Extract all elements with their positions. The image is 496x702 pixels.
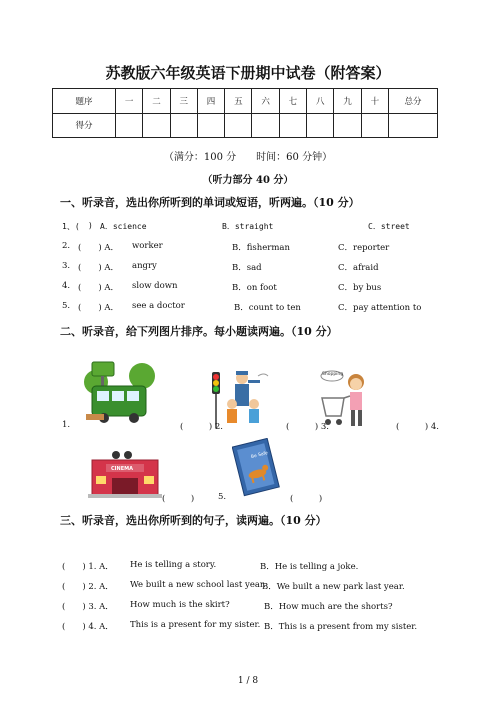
- score-header-cell: 一: [116, 89, 143, 114]
- cinema-picture: [88, 450, 162, 498]
- score-header-cell: 四: [197, 89, 224, 114]
- score-row-label: 得分: [53, 113, 116, 138]
- section3-heading: 三、听录音，选出你所听到的句子，读两遍。（10 分）: [60, 514, 327, 527]
- cinema-sign: CINEMA: [111, 466, 133, 472]
- score-cell[interactable]: [361, 113, 388, 138]
- score-header-cell: 八: [307, 89, 334, 114]
- page-number: 1 / 8: [237, 676, 259, 686]
- score-table-score-row: [53, 113, 438, 138]
- section2-heading: 二、听录音，给下列图片排序。每小题读两遍。（10 分）: [60, 325, 338, 338]
- question-number: 1、(: [62, 222, 80, 231]
- question-row: [62, 301, 462, 313]
- picture-label[interactable]: ( ) 4.: [396, 422, 439, 432]
- answer-paren[interactable]: ( ) 1. A．: [62, 562, 114, 572]
- listening-part-label: （听力部分 40 分）: [202, 175, 294, 186]
- question-row: [62, 221, 462, 233]
- poster-text: Be Safe: [250, 450, 269, 461]
- score-cell[interactable]: [307, 113, 334, 138]
- option-c: C．afraid: [338, 263, 379, 273]
- sentence-row: [62, 560, 462, 572]
- picture-label: 5.: [218, 492, 227, 502]
- sentence-option-a: How much is the skirt?: [130, 600, 230, 610]
- option-a: worker: [132, 241, 163, 251]
- sentence-option-a: We built a new school last year.: [130, 580, 266, 590]
- score-table: [52, 88, 438, 138]
- option-c: C．reporter: [338, 243, 390, 253]
- answer-paren[interactable]: ( ) A．: [78, 303, 119, 313]
- sentence-option-b: B．He is telling a joke.: [260, 562, 359, 572]
- option-a: A．science: [100, 222, 147, 231]
- option-a: see a doctor: [132, 301, 185, 311]
- answer-paren[interactable]: ( ) 2. A．: [62, 582, 114, 592]
- exam-title: 苏教版六年级英语下册期中试卷（附答案）: [105, 64, 391, 82]
- question-number: 2.: [62, 241, 71, 251]
- dog-poster-picture: [232, 438, 280, 498]
- option-c: C．street: [368, 222, 410, 231]
- option-a: slow down: [132, 281, 178, 291]
- score-header-cell: 九: [334, 89, 361, 114]
- score-header-cell: 五: [225, 89, 252, 114]
- sentence-option-a: He is telling a story.: [130, 560, 217, 570]
- sentence-option-b: B．This is a present from my sister.: [264, 622, 418, 632]
- answer-paren[interactable]: ( ) A．: [78, 283, 119, 293]
- score-cell[interactable]: [143, 113, 170, 138]
- option-b: B．on foot: [232, 283, 277, 293]
- picture-label[interactable]: ( ) 3.: [286, 422, 329, 432]
- option-b: B．straight: [222, 222, 274, 231]
- answer-paren[interactable]: ( ) A．: [78, 263, 119, 273]
- score-table-header-row: [53, 89, 438, 114]
- score-cell[interactable]: [389, 113, 438, 138]
- question-row: [62, 261, 462, 273]
- answer-paren[interactable]: ): [88, 221, 93, 230]
- bus-sign: BUS: [94, 356, 108, 363]
- sentence-option-b: B．We built a new park last year.: [262, 582, 405, 592]
- answer-paren[interactable]: ( ) A．: [78, 243, 119, 253]
- answer-paren[interactable]: ( ) 3. A．: [62, 602, 114, 612]
- score-header-cell: 题序: [53, 89, 116, 114]
- sentence-row: [62, 600, 462, 612]
- picture-label[interactable]: ( ) 2.: [180, 422, 223, 432]
- sentence-row: [62, 580, 462, 592]
- exam-info: （满分：100 分 时间：60 分钟）: [163, 152, 333, 163]
- answer-paren[interactable]: ( ) 4. A．: [62, 622, 114, 632]
- score-header-cell: 三: [170, 89, 197, 114]
- score-header-cell: 十: [361, 89, 388, 114]
- score-cell[interactable]: [225, 113, 252, 138]
- question-number: 3.: [62, 261, 71, 271]
- score-header-cell: 七: [279, 89, 306, 114]
- score-cell[interactable]: [116, 113, 143, 138]
- score-header-cell: 二: [143, 89, 170, 114]
- question-number: 5.: [62, 301, 71, 311]
- score-header-cell: 总分: [389, 89, 438, 114]
- score-cell[interactable]: [279, 113, 306, 138]
- shopping-bubble-text: Shopping: [322, 372, 344, 377]
- question-number: 4.: [62, 281, 71, 291]
- section1-heading: 一、听录音，选出你所听到的单词或短语，听两遍。（10 分）: [60, 196, 360, 209]
- score-cell[interactable]: [170, 113, 197, 138]
- score-cell[interactable]: [252, 113, 279, 138]
- option-c: C．pay attention to: [338, 303, 422, 313]
- option-b: B．sad: [232, 263, 262, 273]
- question-row: [62, 241, 462, 253]
- question-row: [62, 281, 462, 293]
- picture-label: 1.: [62, 420, 71, 430]
- picture-label[interactable]: ( ): [162, 494, 195, 504]
- picture-label[interactable]: ( ): [290, 494, 323, 504]
- option-a: angry: [132, 261, 157, 271]
- bus-stop-picture: [82, 352, 156, 426]
- sentence-option-a: This is a present for my sister.: [130, 620, 261, 630]
- sentence-option-b: B．How much are the shorts?: [264, 602, 393, 612]
- score-header-cell: 六: [252, 89, 279, 114]
- option-b: B．count to ten: [234, 303, 301, 313]
- sentence-row: [62, 620, 462, 632]
- score-cell[interactable]: [334, 113, 361, 138]
- option-b: B．fisherman: [232, 243, 290, 253]
- option-c: C．by bus: [338, 283, 382, 293]
- score-cell[interactable]: [197, 113, 224, 138]
